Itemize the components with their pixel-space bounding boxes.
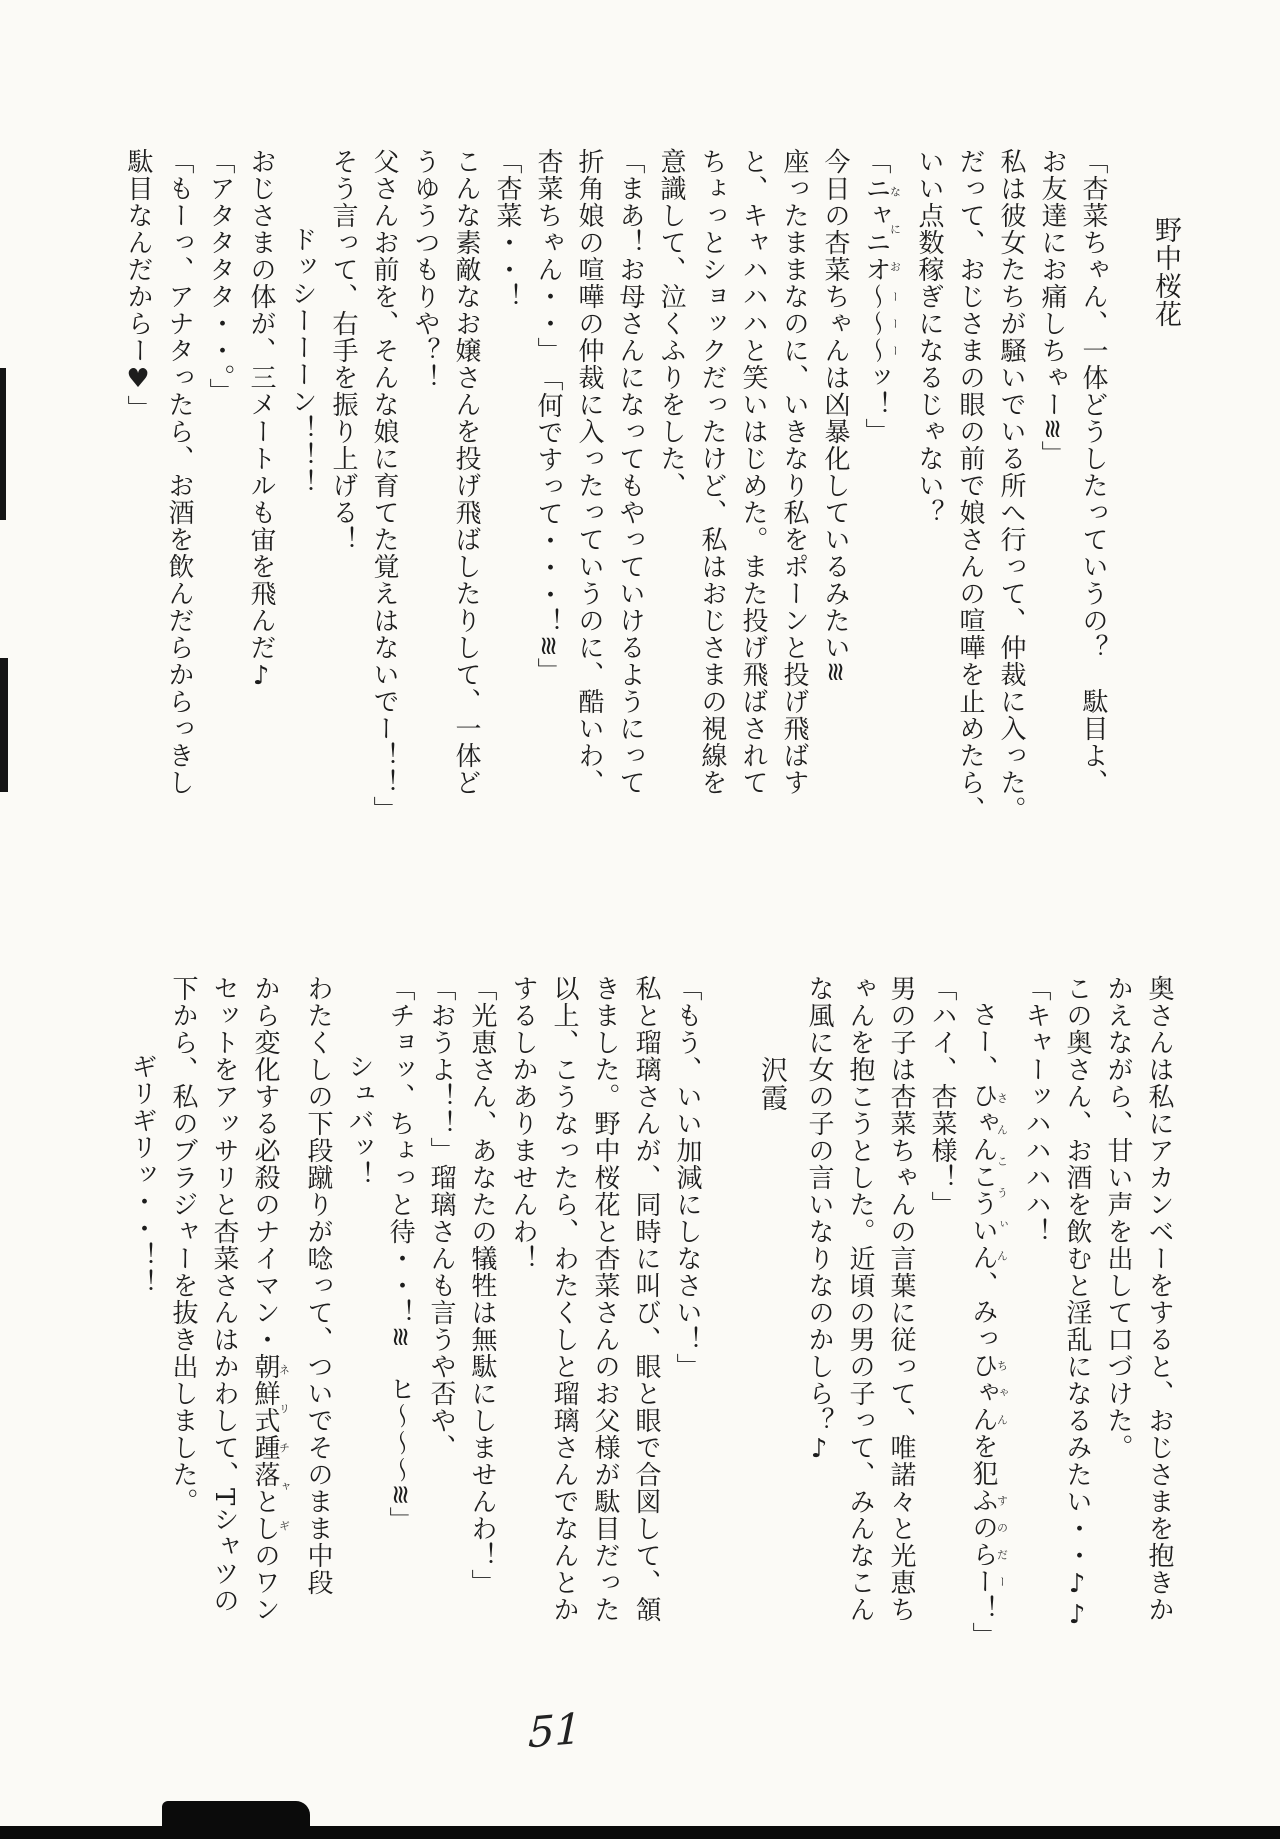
text-column: 「もーっ、アナタったら、お酒を飲んだらからっきし	[164, 148, 194, 796]
furigana-ruby: ～～～ーーー	[861, 283, 902, 364]
text-column: な風に女の子の言いなりなのかしら？♪	[804, 975, 834, 1465]
furigana-ruby: ふのらーすのだー	[968, 1487, 1009, 1595]
text-column: こんな素敵なお嬢さんを投げ飛ばしたりして、一体ど	[451, 148, 481, 796]
text-column: 今日の杏菜ちゃんは凶暴化しているみたい≋	[820, 148, 850, 684]
story-section-top	[84, 148, 1179, 883]
text-column: 駄目なんだからー♥」	[123, 148, 153, 422]
text-column: いい点数稼ぎになるじゃない？	[914, 148, 944, 526]
author-name: 沢霞	[756, 1056, 787, 1112]
text-column: だって、おじさまの眼の前で娘さんの喧嘩を止めたら、	[955, 148, 985, 823]
author-name: 野中桜花	[1150, 215, 1181, 328]
text-column: おじさまの体が、三メートルも宙を飛んだ♪	[246, 148, 276, 692]
text-column: するしかありませんわ！	[508, 975, 538, 1272]
furigana-ruby: ひゃんこういんさんこうぃん	[968, 1082, 1009, 1271]
text-column: セットをアッサリと杏菜さんはかわして、Tシャツの	[209, 975, 239, 1615]
text-column: 「ハイ、杏菜様！」	[927, 975, 957, 1218]
scan-edge-left-mark	[0, 368, 6, 520]
text-column: 父さんお前を、そんな娘に育てた覚えはないでー！！」	[369, 148, 399, 823]
text-column: そう言って、右手を振り上げる！	[328, 148, 358, 553]
text-column: 「杏菜ちゃん、一体どうしたっていうの？ 駄目よ、	[1078, 148, 1108, 796]
text-column: 杏菜ちゃん・・」 「何ですって・・・！≋」	[533, 148, 563, 685]
text-column: 「まあ！お母さんになってもやっていけるようにって	[615, 148, 645, 796]
text-column: 「キャーッハハハハ！	[1021, 975, 1051, 1245]
text-column: 奥さんは私にアカンベーをすると、おじさまを抱きか	[1144, 975, 1174, 1623]
text-column: と、キャハハハと笑いはじめた。また投げ飛ばされて	[738, 148, 768, 796]
text-column: 「もう、いい加減にしなさい！」	[672, 975, 702, 1380]
text-column: ちょっとショックだったけど、私はおじさまの視線を	[697, 148, 727, 796]
furigana-ruby: ニャニオなにお	[861, 175, 902, 283]
text-column: お友達にお痛しちゃー≋」	[1037, 148, 1067, 468]
text-column: ドッシーーーン！！！	[287, 226, 317, 496]
text-column: 下から、私のブラジャーを抜き出しました。	[168, 975, 198, 1515]
text-column: 以上、こうなったら、わたくしと瑠璃さんでなんとか	[549, 975, 579, 1623]
text-column: ギリギリッ・・！！	[127, 1053, 157, 1296]
text-column: わたくしの下段蹴りが唸って、ついでそのまま中段	[303, 975, 333, 1596]
text-column: この奥さん、お酒を飲むと淫乱になるみたい・・♪♪	[1062, 975, 1092, 1631]
furigana-ruby: 朝鮮式踵落としネリチャギ	[250, 1353, 291, 1542]
text-column: ゃんを抱こうとした。近頃の男の子って、みんなこん	[845, 975, 875, 1623]
text-column: 「チョッ、ちょっと待・・！≋ ヒ～～～≋」	[385, 975, 415, 1534]
text-column: 「ニャニオなにお～～～ーーーッ！」	[861, 148, 902, 445]
story-section-bottom	[97, 975, 1172, 1675]
text-column: シュバッ！	[344, 1053, 374, 1188]
text-column: うゆうつもりや？！	[410, 148, 440, 391]
page-number: 51	[527, 1703, 582, 1758]
scan-edge-left-mark	[0, 658, 8, 792]
text-column: 「おうよ！！」瑠璃さんも言うや否や、	[426, 975, 456, 1461]
text-column: 「アタタタタ・・。」	[205, 148, 235, 405]
text-column: 私は彼女たちが騒いでいる所へ行って、仲裁に入った。	[996, 148, 1026, 823]
text-column: 折角娘の喧嘩の仲裁に入ったっていうのに、酷いわ、	[574, 148, 604, 796]
text-column: 座ったままなのに、いきなり私をポーンと投げ飛ばす	[779, 148, 809, 796]
text-column: 男の子は杏菜ちゃんの言葉に従って、唯諾々と光恵ち	[886, 975, 916, 1623]
text-column: かえながら、甘い声を出して口づけた。	[1103, 975, 1133, 1461]
text-column: 私と瑠璃さんが、同時に叫び、眼と眼で合図して、頷	[631, 975, 661, 1623]
text-column: から変化する必殺のナイマン・朝鮮式踵落としネリチャギのワン	[250, 975, 291, 1623]
text-column: 「杏菜・・！	[492, 148, 522, 310]
text-column: きました。野中桜花と杏菜さんのお父様が駄目だった	[590, 975, 620, 1623]
furigana-ruby: ひゃんちゃん	[968, 1352, 1009, 1433]
text-column: さー、ひゃんこういんさんこうぃん、みっひゃんちゃんを犯ふのらーすのだー！」	[968, 1001, 1009, 1649]
scan-edge-nub	[162, 1801, 310, 1839]
text-column: 「光恵さん、あなたの犠牲は無駄にしませんわ！」	[467, 975, 497, 1596]
text-column: 意識して、泣くふりをした、	[656, 148, 686, 499]
